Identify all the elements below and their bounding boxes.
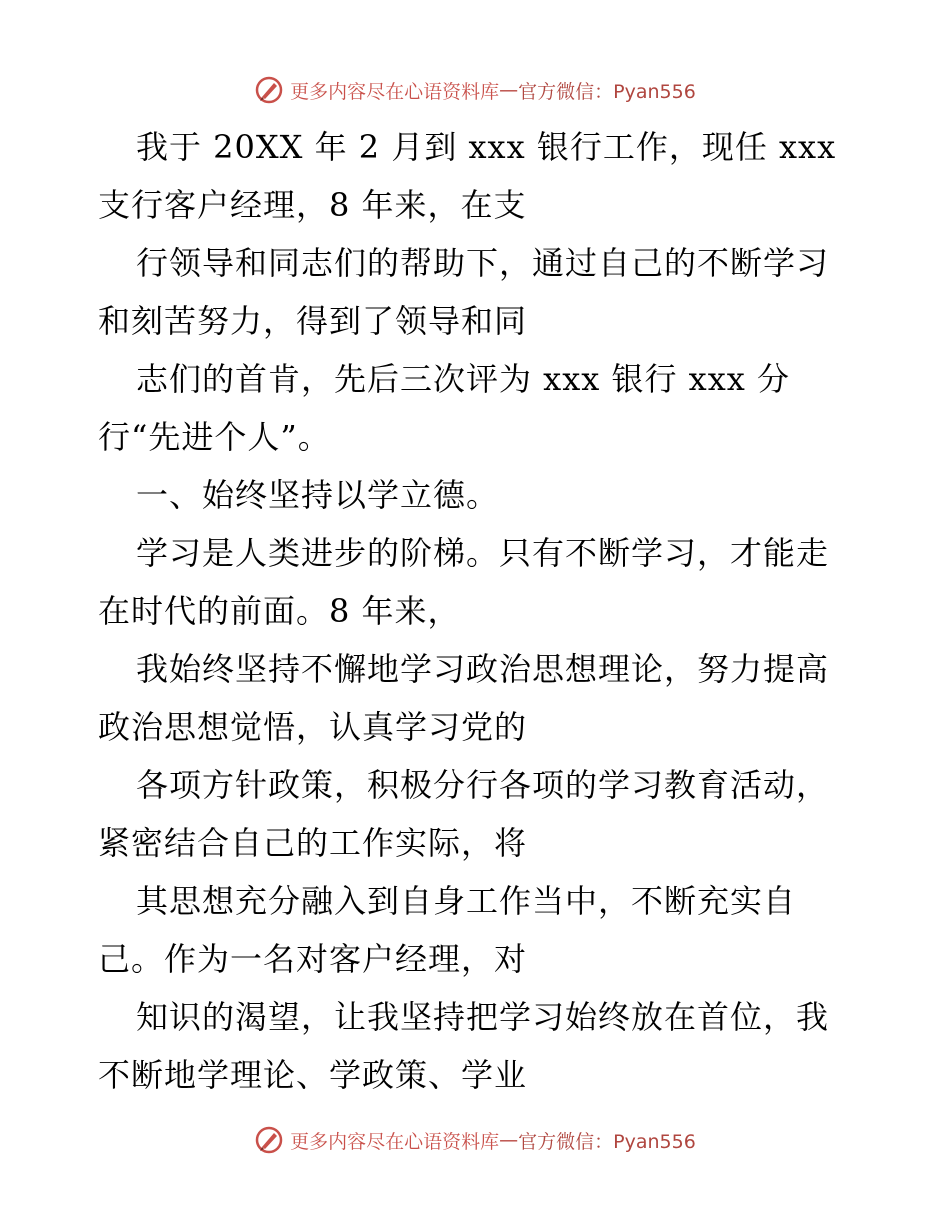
watermark-separator: —: [499, 1129, 519, 1151]
text-line: 学习是人类进步的阶梯。只有不断学习，才能走: [136, 534, 830, 572]
watermark-text: 更多内容尽在心语资料库: [290, 80, 500, 103]
text-line: 行领导和同志们的帮助下，通过自己的不断学习: [136, 244, 830, 282]
text-line: 志们的首肯，先后三次评为 xxx 银行 xxx 分: [136, 360, 790, 398]
text-line: 各项方针政策，积极分行各项的学习教育活动，: [136, 766, 830, 804]
watermark-text: 更多内容尽在心语资料库: [290, 1130, 500, 1153]
footer-watermark: [0, 1120, 950, 1160]
document-body: [98, 118, 858, 1104]
text-line: 行“先进个人”。: [98, 418, 331, 456]
text-line: 己。作为一名对客户经理，对: [98, 940, 528, 978]
text-line: 紧密结合自己的工作实际，将: [98, 824, 528, 862]
watermark-separator: —: [499, 79, 519, 101]
pen-quill-logo-icon: [254, 75, 284, 105]
text-line: 我始终坚持不懈地学习政治思想理论，努力提高: [136, 650, 830, 688]
watermark-wechat: 官方微信：Pyan556: [518, 80, 696, 103]
text-line: 在时代的前面。8 年来，: [98, 592, 461, 630]
pen-quill-logo-icon: [254, 1125, 284, 1155]
text-line: 知识的渴望，让我坚持把学习始终放在首位，我: [136, 998, 830, 1036]
text-line: 我于 20XX 年 2 月到 xxx 银行工作，现任 xxx: [136, 128, 837, 166]
text-line: 其思想充分融入到自身工作当中，不断充实自: [136, 882, 797, 920]
text-line: 不断地学理论、学政策、学业: [98, 1056, 528, 1094]
text-line: 和刻苦努力，得到了领导和同: [98, 302, 528, 340]
header-watermark: [0, 70, 950, 110]
section-heading: 一、始终坚持以学立德。: [136, 476, 500, 514]
watermark-wechat: 官方微信：Pyan556: [518, 1130, 696, 1153]
text-line: 政治思想觉悟，认真学习党的: [98, 708, 528, 746]
text-line: 支行客户经理，8 年来，在支: [98, 186, 527, 224]
